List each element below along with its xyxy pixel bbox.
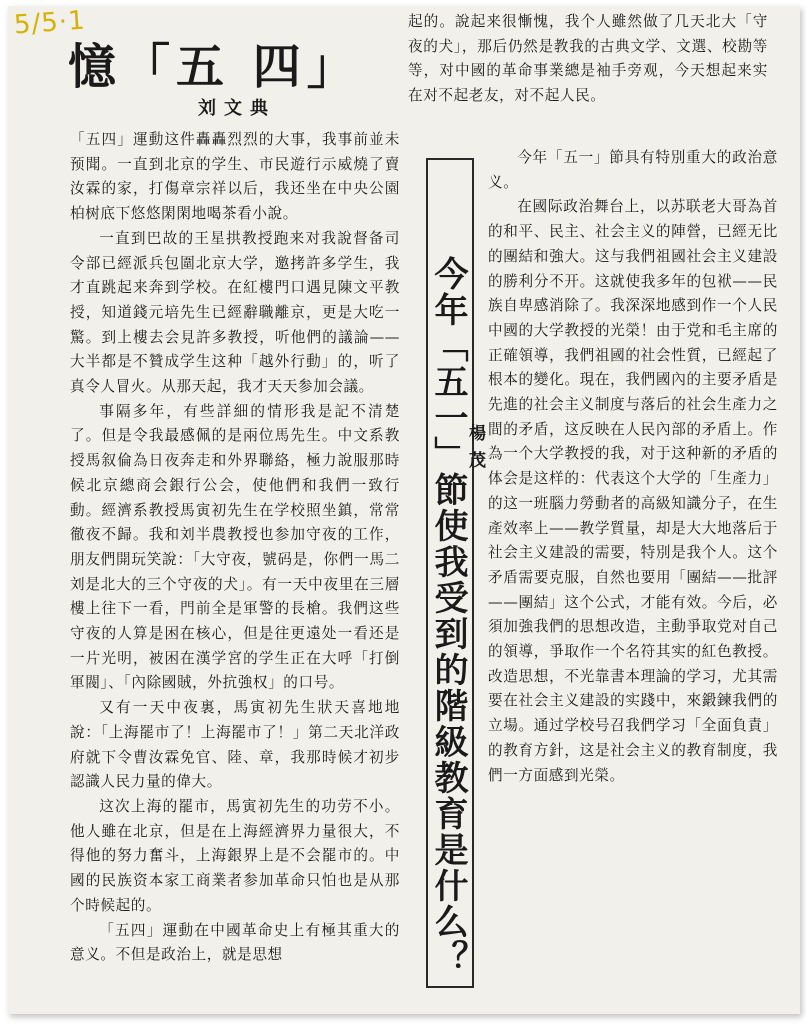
paragraph: 一直到巴故的王星拱教授跑来对我說督备司令部已經派兵包圍北京大学，邀拷許多学生，我才直跳起来奔到学校。在紅樓門口遇見陳文平教授，知道錢元培先生已經辭職離京，更是大吃一驚。到上樓去会見許多教授，听他們的議論——大半都是不贊成学生这种「越外行動」的，听了真令人冒火。从那天起，我才天天参加会議。 [70, 229, 400, 396]
left-article-column [70, 128, 400, 1014]
vertical-article-title: 今年「五一」節使我受到的階級教育是什么？ [428, 256, 468, 976]
paragraph: 起的。說起来很慚愧，我个人雖然做了几天北大「守夜的犬」，那后仍然是教我的古典文学、文選、校勘等等，对中國的革命事業總是袖手旁观，今天想起来实在对不起老友，对不起人民。 [408, 13, 768, 105]
paragraph: 又有一天中夜裏，馬寅初先生狀天喜地地說：「上海罷市了！上海罷市了！」第二天北洋政府就下令曹汝霖免官、陸、章，我那時候才初步認識人民力量的偉大。 [70, 699, 400, 791]
paragraph: 「五四」運動在中國革命史上有極其重大的意义。不但是政治上，就是思想 [70, 921, 400, 964]
paragraph: 今年「五一」節具有特別重大的政治意义。 [488, 149, 778, 191]
newspaper-clipping [8, 6, 800, 1014]
paragraph: 这次上海的罷市，馬寅初先生的功劳不小。他人雖在北京，但是在上海經濟界力量很大，不得他的努力奮斗，上海銀界上是不会罷市的。中國的民族资本家工商業者参加革命只怕也是从那个時候起的。 [70, 797, 400, 914]
vertical-byline: 楊茂 [465, 424, 485, 478]
paragraph: 「五四」運動这件轟轟烈烈的大事，我事前並未预聞。一直到北京的学生、市民遊行示威燒了賣汝霖的家，打傷章宗祥以后，我还坐在中央公園柏树底下悠悠閑閑地喝茶看小說。 [70, 131, 400, 223]
paragraph: 在國际政治舞台上，以苏联老大哥為首的和平、民主、社会主义的陣營，已經无比的團結和強大。这与我們祖國社会主义建設的勝利分不开。这就使我多年的包袱——民族自卑感消除了。我深深地感到作一个人民中國的大学教授的光榮！由于党和毛主席的正確領導，我們祖國的社会性質，已經起了根本的變化。現在，我們國內的主要矛盾是先進的社会主义制度与落后的社会生產力之間的矛盾，这反映在人民內部的矛盾上。作為一个大学教授的我，对于这种新的矛盾的体会是这样的：代表这个大学的「生產力」的这一班腦力勞動者的高級知識分子，在生產效率上——教学質量，却是大大地落后于社会主义建設的需要，特別是我个人。这个矛盾需要克服，自然也要用「團結——批評——團結」这个公式，才能有效。今后，必須加強我們的思想改造，主動爭取党对自己的領導，爭取作一个名符其实的紅色教授。改造思想，不光靠書本理論的学习，尤其需要在社会主义建設的实踐中，來鍛鍊我們的立場。通过学校号召我們学习「全面負責」的教育方針，这是社会主义的教育制度，我們一方面感到光榮。 [488, 198, 778, 784]
paragraph: 事隔多年，有些詳細的情形我是記不清楚了。但是令我最感佩的是兩位馬先生。中文系教授馬叙倫為日夜奔走和外界聯絡，極力說服那時候北京總商会銀行公会，使他們和我們一致行動。經濟系教授馬寅初先生在学校照坐鎮，常常徹夜不歸。我和刘半農教授也参加守夜的工作，朋友們開玩笑說：「大守夜，號码是，你們一馬二刘是北大的三个守夜的犬」。有一天中夜里在三層樓上往下一看，門前全是軍警的長槍。我們这些守夜的人算是困在核心，但是往更遠处一看还是一片光明，被困在漢学宮的学生正在大呼「打倒軍閥」、「內除國賊，外抗強权」的口号。 [70, 402, 400, 692]
top-continuation-column [408, 10, 768, 118]
article-author: 刘文典 [198, 98, 276, 119]
article-headline: 憶「五 四」 [68, 39, 361, 95]
right-article-column [488, 128, 778, 1014]
date-stamp: 5/5·1 [13, 6, 87, 41]
